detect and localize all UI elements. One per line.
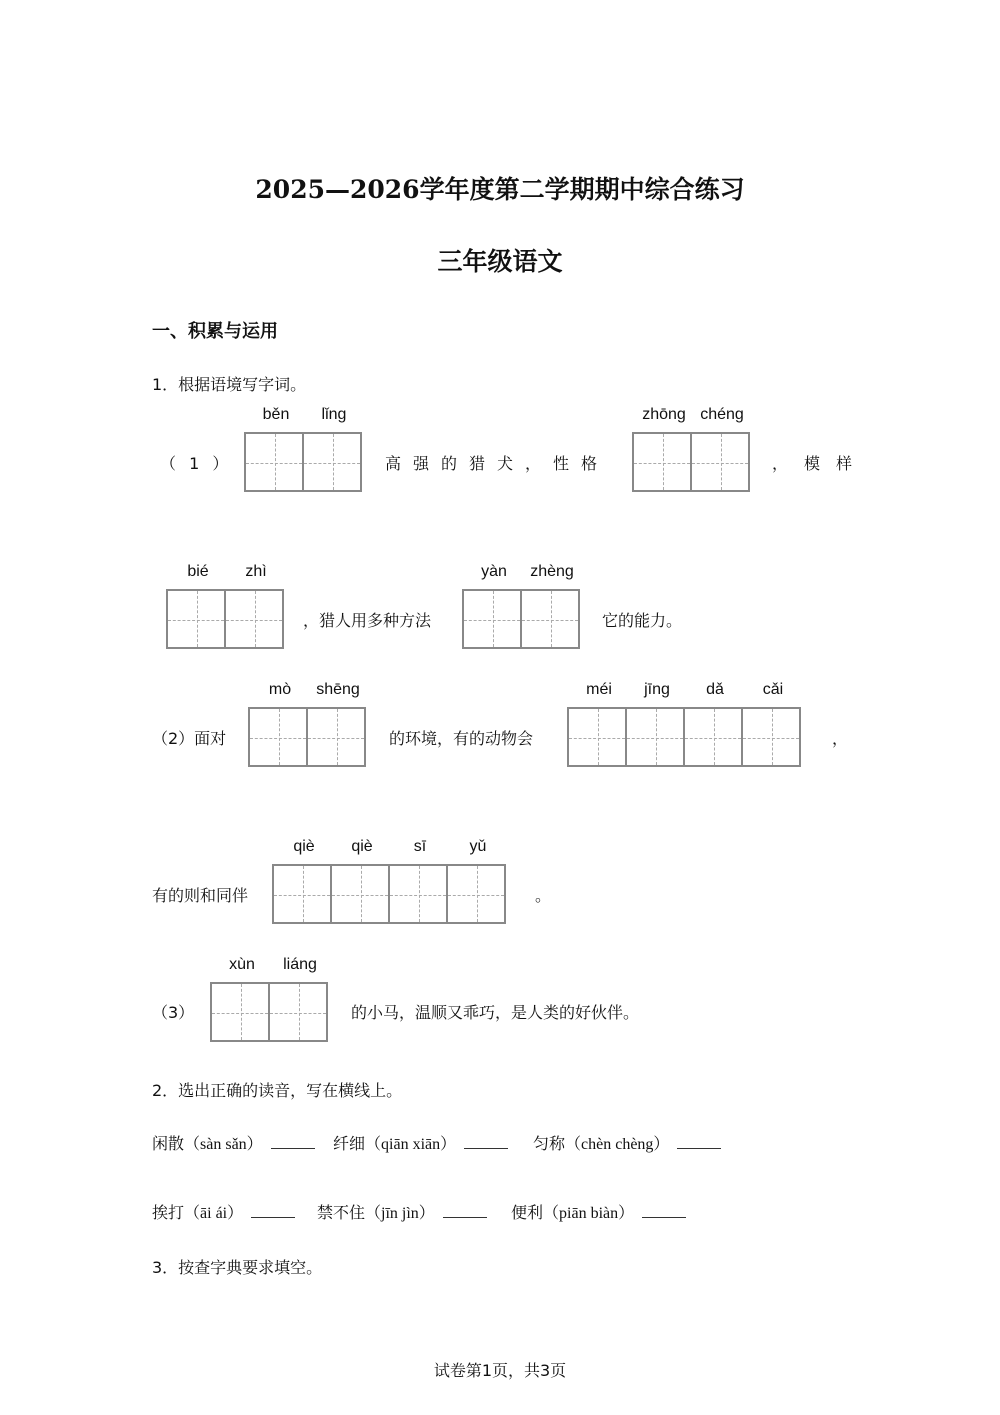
pinyin-label: bié: [187, 563, 209, 580]
q1-sub1-text-c: ，猎人用多种方法: [303, 611, 432, 630]
answer-grid-meijingdacai[interactable]: [567, 681, 801, 767]
answer-cell[interactable]: [268, 956, 328, 1042]
reading-options: （sàn sǎn）: [184, 1136, 263, 1153]
answer-cell[interactable]: [520, 563, 580, 649]
answer-cell[interactable]: [690, 406, 750, 492]
reading-options: （chèn chèng）: [565, 1136, 670, 1153]
reading-word: 挨打: [152, 1203, 185, 1222]
pinyin-label: zhèng: [530, 563, 574, 580]
answer-cell[interactable]: [446, 838, 506, 924]
q1-sub1-text-a: 高强的猎犬，性格: [385, 454, 610, 473]
exam-title: 2025—2026学年度第二学期期中综合练习: [255, 175, 745, 204]
q1-sub1-text-b: ，模样: [772, 454, 869, 473]
pinyin-label: qiè: [293, 838, 315, 855]
answer-cell[interactable]: [166, 563, 226, 649]
answer-cell[interactable]: [224, 563, 284, 649]
answer-cell[interactable]: [330, 838, 390, 924]
reading-item: [152, 1200, 295, 1223]
answer-cell[interactable]: [272, 838, 332, 924]
pinyin-label: zhōng: [642, 406, 686, 423]
pinyin-label: dǎ: [706, 681, 724, 698]
exam-subtitle: 三年级语文: [437, 247, 563, 276]
reading-item: [152, 1131, 315, 1154]
reading-item: [511, 1200, 686, 1223]
reading-options: （qiān xiān）: [365, 1136, 457, 1153]
answer-blank[interactable]: [677, 1134, 721, 1149]
answer-cell[interactable]: [683, 681, 743, 767]
answer-blank[interactable]: [464, 1134, 508, 1149]
pinyin-label: lǐng: [321, 406, 347, 423]
answer-grid-xunliang[interactable]: [210, 956, 328, 1042]
page-footer: 试卷第1页，共3页: [433, 1361, 567, 1380]
pinyin-label: chéng: [700, 406, 744, 423]
answer-cell[interactable]: [302, 406, 362, 492]
reading-word: 禁不住: [317, 1203, 366, 1222]
pinyin-label: zhì: [245, 563, 267, 580]
pinyin-label: yǔ: [469, 838, 487, 855]
answer-grid-zhongcheng[interactable]: [632, 406, 750, 492]
answer-cell[interactable]: [567, 681, 627, 767]
pinyin-label: méi: [586, 681, 612, 698]
answer-cell[interactable]: [741, 681, 801, 767]
q1-sub1-text-d: 它的能力。: [602, 611, 683, 630]
answer-cell[interactable]: [244, 406, 304, 492]
question-2-prompt: 2．选出正确的读音，写在横线上。: [152, 1081, 403, 1100]
answer-cell[interactable]: [462, 563, 522, 649]
answer-cell[interactable]: [625, 681, 685, 767]
reading-item: [317, 1200, 487, 1223]
section-heading: 一、积累与运用: [152, 321, 278, 342]
q1-sub2-text-b: ，: [832, 729, 849, 748]
answer-blank[interactable]: [443, 1203, 487, 1218]
answer-cell[interactable]: [248, 681, 308, 767]
pinyin-label: sī: [413, 838, 427, 855]
question-3-prompt: 3．按查字典要求填空。: [152, 1258, 323, 1277]
reading-word: 匀称: [533, 1134, 566, 1153]
reading-options: （jīn jìn）: [365, 1205, 435, 1222]
q1-sub1-label: （ 1 ）: [160, 454, 233, 473]
reading-word: 闲散: [152, 1134, 185, 1153]
answer-cell[interactable]: [210, 956, 270, 1042]
reading-options: （āi ái）: [184, 1205, 244, 1222]
pinyin-label: yàn: [481, 563, 507, 580]
q1-sub2-text-c: 有的则和同伴: [152, 886, 249, 905]
answer-grid-biezhi[interactable]: [166, 563, 284, 649]
q1-sub2-text-a: 的环境，有的动物会: [389, 729, 534, 748]
answer-blank[interactable]: [642, 1203, 686, 1218]
q1-sub2-text-d: 。: [535, 886, 552, 905]
q1-sub2-label: （2）面对: [152, 729, 227, 748]
answer-grid-yanzheng[interactable]: [462, 563, 580, 649]
answer-cell[interactable]: [306, 681, 366, 767]
answer-grid-mosheng[interactable]: [248, 681, 366, 767]
pinyin-label: cǎi: [762, 681, 784, 698]
pinyin-label: mò: [268, 681, 292, 698]
reading-word: 便利: [511, 1203, 544, 1222]
reading-item: [333, 1131, 508, 1154]
q1-sub3-label: （3）: [152, 1003, 195, 1022]
answer-blank[interactable]: [251, 1203, 295, 1218]
pinyin-label: běn: [262, 406, 290, 423]
pinyin-label: xùn: [229, 956, 255, 973]
answer-grid-benling[interactable]: [244, 406, 362, 492]
answer-blank[interactable]: [271, 1134, 315, 1149]
reading-options: （piān biàn）: [543, 1205, 635, 1222]
pinyin-label: liáng: [283, 956, 317, 973]
question-1-prompt: 1．根据语境写字词。: [152, 375, 307, 394]
pinyin-label: shēng: [316, 681, 360, 698]
pinyin-label: qiè: [351, 838, 373, 855]
pinyin-label: jīng: [644, 681, 670, 698]
answer-grid-qieqiesiyu[interactable]: [272, 838, 506, 924]
answer-cell[interactable]: [632, 406, 692, 492]
reading-word: 纤细: [333, 1134, 366, 1153]
reading-item: [533, 1131, 721, 1154]
answer-cell[interactable]: [388, 838, 448, 924]
q1-sub3-text: 的小马，温顺又乖巧，是人类的好伙伴。: [351, 1003, 640, 1022]
